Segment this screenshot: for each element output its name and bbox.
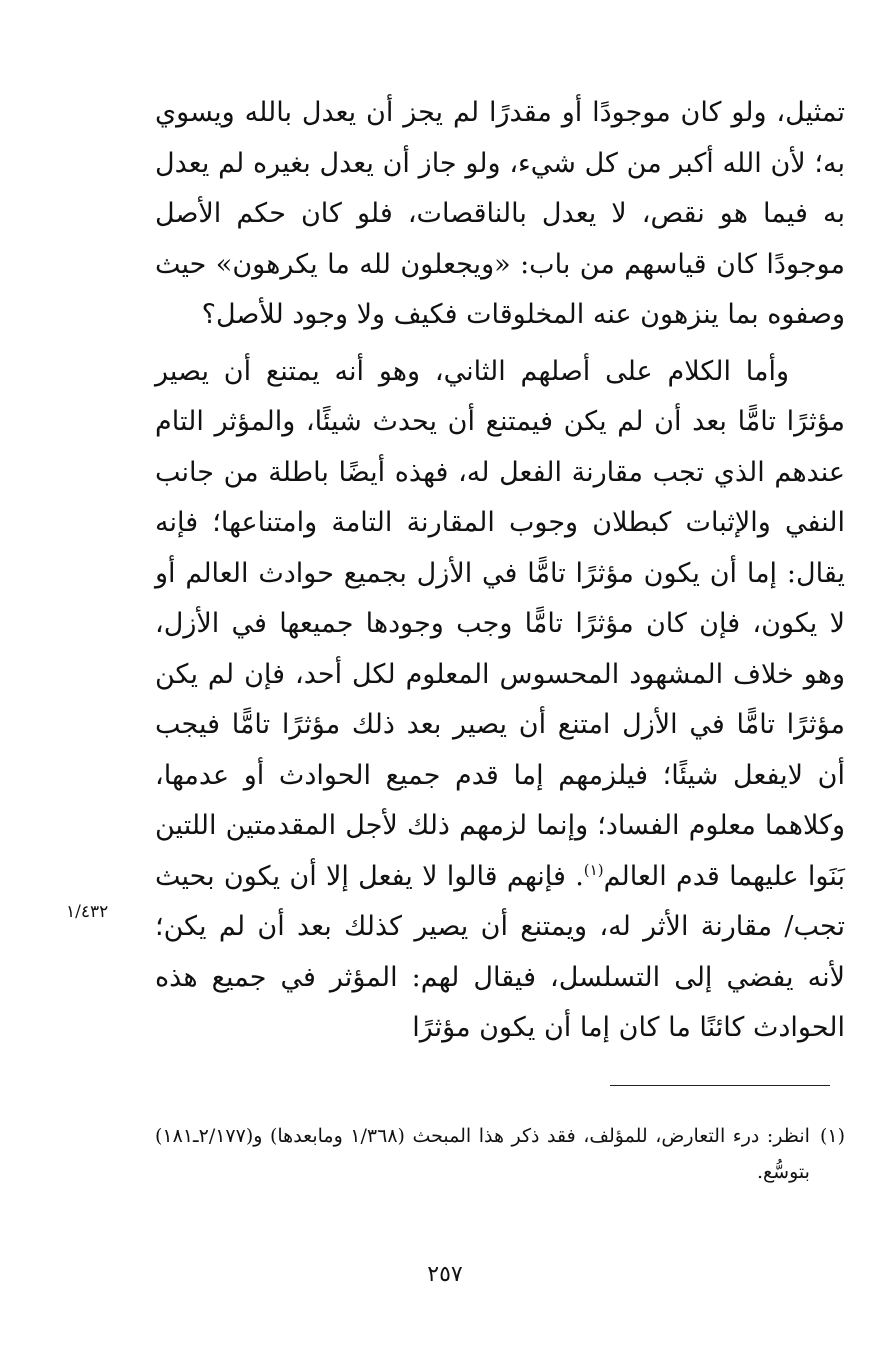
paragraph-2-text-before-ref: وأما الكلام على أصلهم الثاني، وهو أنه يمتنع أن يصير مؤثرًا تامًّا بعد أن لم يكن فيمتنع أن يحدث شيئًا، والمؤثر التام عندهم الذي تجب مقارنة الفعل له، فهذه أيضًا باطلة من جانب النفي والإثبات كبطلان وجوب المقارنة التامة وامتناعها؛ فإنه يقال: إما أن يكون مؤثرًا تامًّا في الأزل بجميع حوادث العالم أو لا يكون، فإن كان مؤثرًا تامًّا وجب وجودها جميعها في الأزل، وهو خلاف المشهود المحسوس المعلوم لكل أحد، فإن لم يكن مؤثرًا تامًّا في الأزل امتنع أن يصير بعد ذلك مؤثرًا تامًّا فيجب أن لايفعل شيئًا؛ فيلزمهم إما قدم جميع الحوادث أو عدمها، وكلاهما معلوم الفساد؛ وإنما لزمهم ذلك لأجل المقدمتين اللتين بَنَوا عليهما قدم العالم <box>155 355 845 892</box>
page-number: ٢٥٧ <box>427 1262 463 1287</box>
footnote-text: انظر: درء التعارض، للمؤلف، فقد ذكر هذا المبحث (١/٣٦٨ ومابعدها) و(٢/١٧٧ـ١٨١) بتوسُّع. <box>155 1125 810 1183</box>
footnote-number: (١) <box>819 1125 845 1147</box>
paragraph-1: تمثيل، ولو كان موجودًا أو مقدرًا لم يجز أن يعدل بالله ويسوي به؛ لأن الله أكبر من كل شيء، ولو جاز أن يعدل بغيره لم يعدل به فيما هو نقص، لا يعدل بالناقصات، فلو كان حكم الأصل موجودًا كان قياسهم من باب: «ويجعلون لله ما يكرهون» حيث وصفوه بما ينزهون عنه المخلوقات فكيف ولا وجود للأصل؟ <box>155 97 845 330</box>
paragraph-2 <box>155 347 845 1054</box>
footnote-separator-line <box>610 1085 830 1086</box>
main-text-body <box>155 88 845 1054</box>
footnote-reference-marker[interactable]: (١) <box>583 860 604 879</box>
footnotes-section <box>155 1118 845 1190</box>
paragraph-2-text-after-ref: . فإنهم قالوا لا يفعل إلا أن يكون بحيث تجب/ مقارنة الأثر له، ويمتنع أن يصير كذلك بعد أن لم يكن؛ لأنه يفضي إلى التسلسل، فيقال لهم: المؤثر في جميع هذه الحوادث كائنًا ما كان إما أن يكون مؤثرًا <box>155 860 845 1043</box>
footnote-item <box>155 1118 845 1190</box>
margin-manuscript-reference: ١/٤٣٢ <box>66 902 109 922</box>
